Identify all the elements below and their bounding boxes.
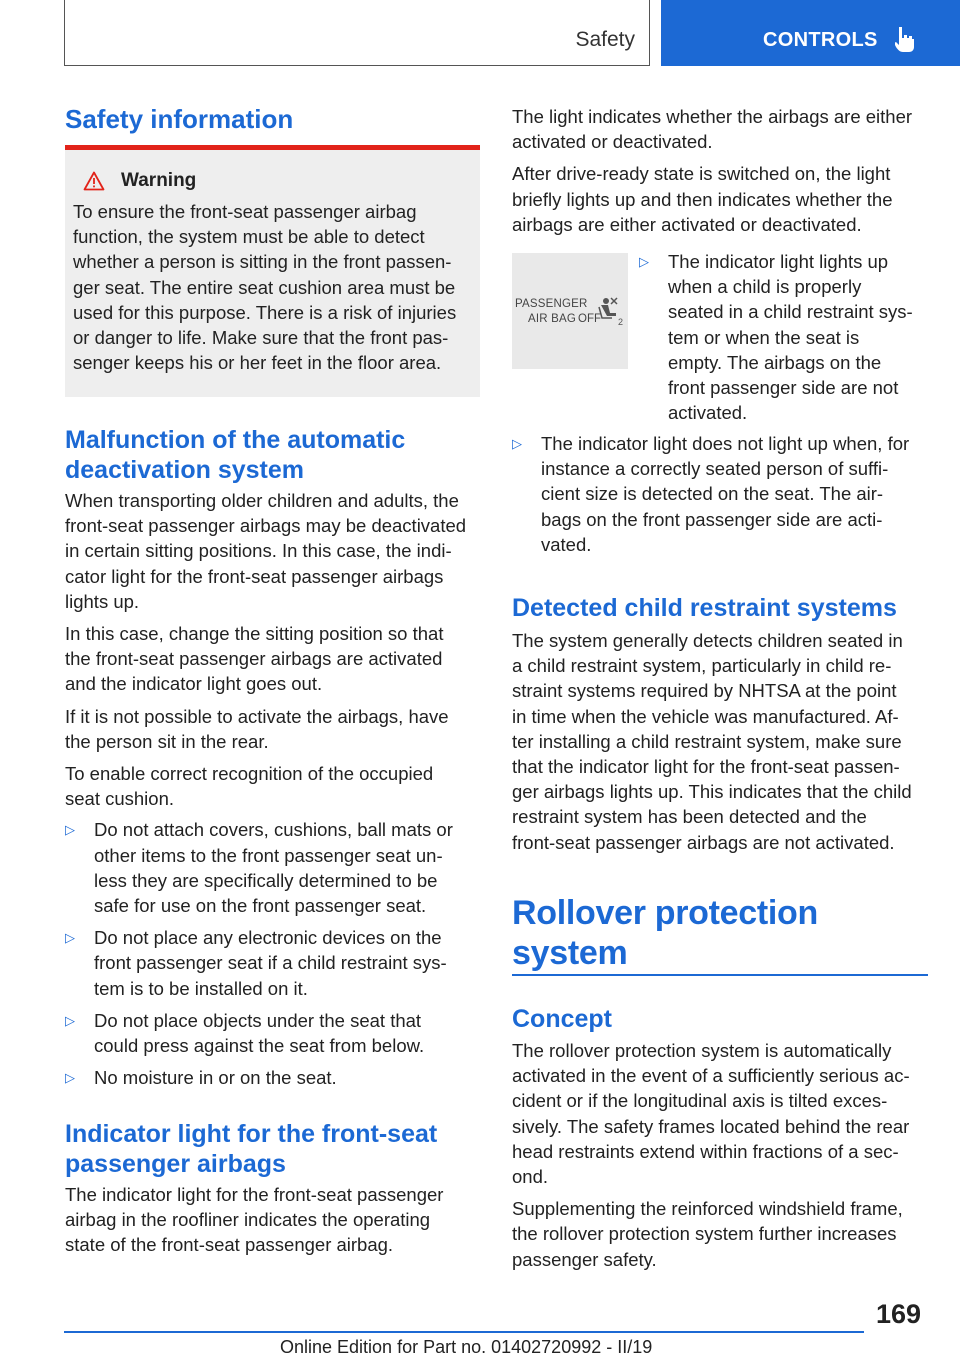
footer-rule xyxy=(64,1331,864,1333)
heading-concept: Concept xyxy=(512,1005,612,1033)
footer-edition: Online Edition for Part no. 01402720992 - II/19 xyxy=(280,1337,653,1357)
heading-malfunction: Malfunction of the automatic deactivation system xyxy=(65,426,406,484)
paragraph: The light indicates whether the airbags are either activated or deactivated. xyxy=(512,106,913,153)
indicator-light-image xyxy=(512,253,628,369)
pointing-hand-icon xyxy=(895,26,917,52)
bullet-triangle-icon: ▷ xyxy=(65,1070,75,1086)
list-item: ▷ Do not place any electronic devices on the front passenger seat if a child restraint sys- tem is to be installed on it. xyxy=(65,925,480,1001)
warning-triangle-icon xyxy=(83,171,105,191)
paragraph: To enable correct recognition of the occupied seat cushion. xyxy=(65,763,434,810)
list-item: ▷ The indicator light lights up when a child is properly seated in a child restraint sys- tem or when the seat is empty. The airbags on the front passenger side are not activated. xyxy=(639,249,928,425)
chapter-tab[interactable] xyxy=(661,0,960,66)
bullet-triangle-icon: ▷ xyxy=(512,436,522,451)
detected-section xyxy=(512,593,928,855)
paragraph: After drive-ready state is switched on, the light briefly lights up and then indicates whether the airbags are either activated or deactivated. xyxy=(512,163,893,235)
bullet-triangle-icon: ▷ xyxy=(65,822,75,838)
child-seat-icon xyxy=(596,296,624,326)
heading-indicator-light: Indicator light for the front‑seat passenger airbags xyxy=(65,1120,438,1178)
section-label: Safety xyxy=(575,28,635,51)
malfunction-section xyxy=(65,425,480,1090)
paragraph: The rollover protection system is automatically activated in the event of a sufficiently serious ac- cident or if the longitudinal axis is tilted exces- sively. The safety frames located behind the rear head restraints extend within fractions of a sec- ond. xyxy=(512,1040,910,1188)
section-title-safety-information: Safety information xyxy=(65,104,294,134)
chapter-label: CONTROLS xyxy=(763,29,878,51)
warning-box xyxy=(65,150,480,397)
bullet-list-indicator xyxy=(639,249,928,425)
bullet-triangle-icon: ▷ xyxy=(65,930,75,946)
indicator-text-airbag: AIR BAG xyxy=(528,313,577,325)
list-item: ▷ Do not attach covers, cushions, ball mats or other items to the front passenger seat un- less they are specifically determined to be safe for use on the front passenger seat. xyxy=(65,817,480,918)
svg-text:2: 2 xyxy=(618,317,624,326)
heading-detected-child-restraint: Detected child restraint systems xyxy=(512,594,897,622)
warning-text: To ensure the front-seat passenger airbag function, the system must be able to detect whether a person is sitting in the front passen- ger seat. The entire seat cushion area must be used for this purpose. There is a risk of injuries or danger to life. Make sure that the front pas- senger keeps his or her feet in the floor area. xyxy=(73,201,457,374)
header-section-box xyxy=(64,0,650,66)
list-item: ▷ No moisture in or on the seat. xyxy=(65,1065,480,1090)
indicator-section xyxy=(65,1119,480,1258)
bullet-triangle-icon: ▷ xyxy=(65,1012,75,1028)
right-column-bullet2 xyxy=(512,431,928,557)
paragraph: Supplementing the reinforced windshield frame, the rollover protection system further increases passenger safety. xyxy=(512,1198,903,1270)
rollover-section xyxy=(512,893,928,1272)
right-column-top xyxy=(512,104,928,237)
chapter-title-rollover: Rollover protection system xyxy=(512,894,818,972)
paragraph: If it is not possible to activate the airbags, have the person sit in the rear. xyxy=(65,705,449,752)
left-column xyxy=(65,102,480,397)
page-number: 169 xyxy=(876,1299,922,1329)
bullet-triangle-icon: ▷ xyxy=(639,254,649,269)
chapter-title-underline xyxy=(512,974,928,976)
list-item: ▷ The indicator light does not light up when, for instance a correctly seated person of suffi- cient size is detected on the seat. The air- bags on the front passenger side are acti- vated. xyxy=(512,431,928,557)
list-item: ▷ Do not place objects under the seat that could press against the seat from below. xyxy=(65,1008,480,1058)
paragraph: In this case, change the sitting position so that the front-seat passenger airbags are activated and the indicator light goes out. xyxy=(65,623,444,695)
paragraph: The system generally detects children seated in a child restraint system, particularly in child re- straint systems required by NHTSA at the point in time when the vehicle was manufactured. Af- ter installing a child restraint system, make sure that the indicator light for the front-seat passen- ger airbags lights up. This indicates that the child restraint system has been detected and the front-seat passenger airbags are not activated. xyxy=(512,630,912,853)
paragraph: When transporting older children and adults, the front-seat passenger airbags may be deactivated in certain sitting positions. In this case, the indi- cator light for the front-seat passenger airbags lights up. xyxy=(65,490,467,612)
indicator-text-off: OFF xyxy=(578,313,601,325)
paragraph: The indicator light for the front-seat passenger airbag in the roofliner indicates the operating state of the front-seat passenger airbag. xyxy=(65,1184,444,1256)
indicator-text-passenger: PASSENGER xyxy=(515,298,588,310)
warning-label: Warning xyxy=(121,170,197,191)
